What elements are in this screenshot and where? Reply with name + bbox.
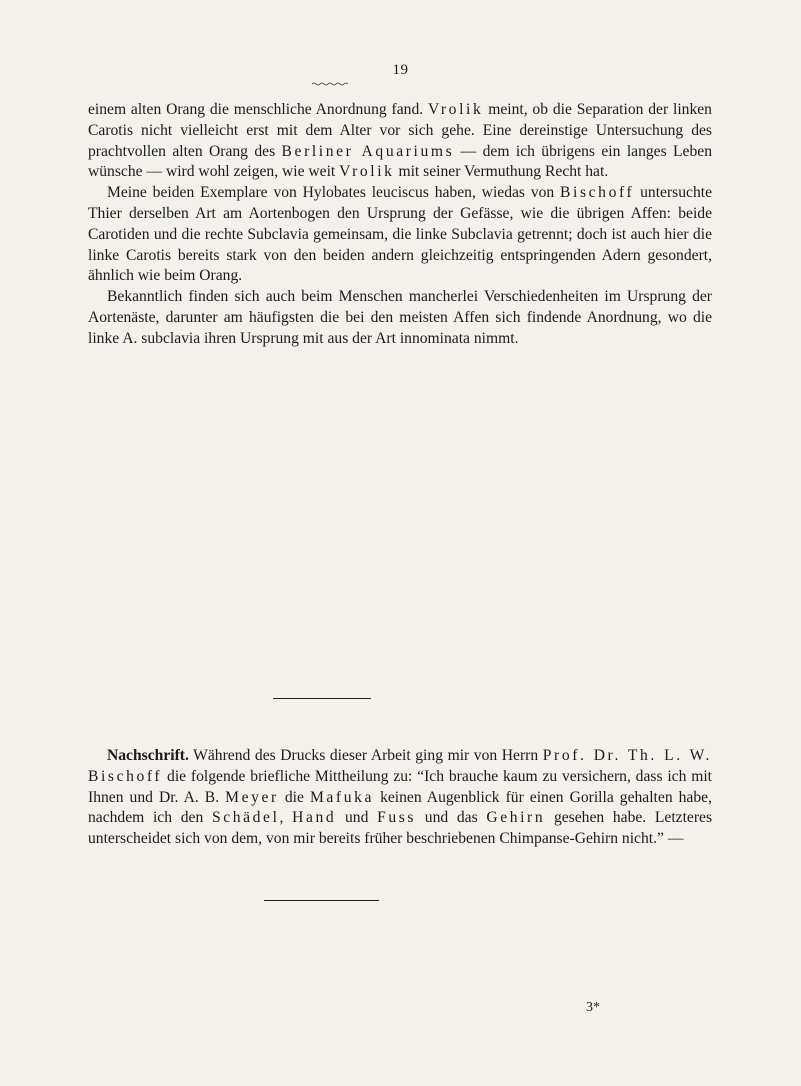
author-name-vrolik-2: Vrolik — [339, 163, 395, 181]
author-name-bischoff: Bischoff — [560, 184, 635, 202]
paragraph-3: Bekanntlich finden sich auch beim Menschen mancherlei Verschiedenheiten im Ursprung der Aortenäste, darunter am häufigsten die bei den meisten Affen sich findende Anordnung, wo die linke A. subclavia ihren Ursprung mit aus der Art innominata nimmt. — [88, 288, 712, 347]
author-name-meyer: Meyer — [225, 788, 279, 806]
postscript-heading: Nachschrift. — [107, 747, 189, 764]
term-gehirn: Gehirn — [486, 809, 546, 827]
postscript-paragraph: Nachschrift. Während des Drucks dieser Arbeit ging mir von Herrn Prof. Dr. Th. L. W. Bischoff die folgende briefliche Mittheilung zu: “Ich brauche kaum zu versichern, dass ich mit Ihnen und Dr. A. B. Meyer die Mafuka keinen Augenblick für einen Gorilla gehalten habe, nachdem ich den Schädel, Hand und Fuss und das Gehirn gesehen habe. Letzteres unterscheidet sich von dem, von mir bereits früher beschriebenen Chimpanse-Gehirn nicht.” — — [88, 747, 713, 848]
institution-name: Berliner Aquariums — [281, 142, 455, 160]
paragraph-2: Meine beiden Exemplare von Hylobates leuciscus haben, wiedas von Bischoff untersuchte Thier derselben Art am Aortenbogen den Ursprung der Gefässe, wie die übrigen Affen: beide Carotiden und die rechte Subclavia gemeinsam, die linke Subclavia getrennt; doch ist auch hier die linke Carotis bereits stark von den beiden andern gleichzeitig entspringenden Adern gesondert, ähnlich wie beim Orang. — [88, 184, 712, 285]
author-name-vrolik: Vrolik — [427, 101, 484, 118]
paragraph-1: einem alten Orang die menschliche Anordnung fand. Vrolik meint, ob die Separation der linken Carotis nicht vielleicht erst mit dem Alter vor sich gehe. Eine dereinstige Untersuchung des prachtvollen alten Orang des Berliner Aquariums — dem ich übrigens ein langes Leben wünsche — wird wohl zeigen, wie weit Vrolik mit seiner Vermuthung Recht hat. — [88, 101, 712, 181]
term-hand: Hand — [292, 809, 337, 827]
term-fuss: Fuss — [377, 809, 417, 827]
main-text — [88, 100, 712, 350]
end-rule — [264, 900, 379, 901]
signature-mark: 3* — [586, 1000, 600, 1015]
page-number-ornament — [312, 82, 348, 86]
section-divider — [273, 698, 371, 699]
author-name-prof-bischoff: Prof. Dr. Th. L. W. Bischoff — [88, 747, 712, 785]
postscript — [88, 746, 712, 850]
specimen-name-mafuka: Mafuka — [309, 788, 375, 806]
term-schaedel: Schädel — [211, 809, 280, 827]
page-number: 19 — [392, 62, 409, 78]
